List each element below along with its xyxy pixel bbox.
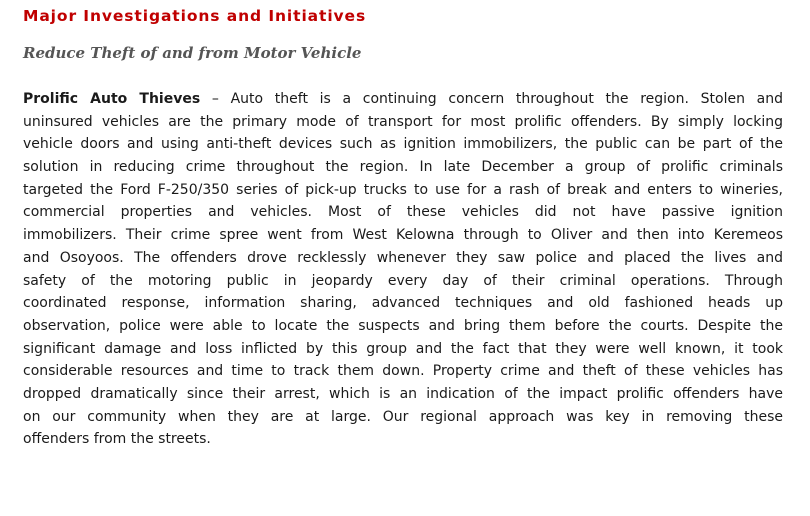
paragraph-line: coordinated response, information sharing, advanced techniques and old fashioned heads up <box>23 295 783 312</box>
paragraph-line: uninsured vehicles are the primary mode of transport for most prolific offenders. By simply locking <box>23 113 783 130</box>
paragraph-line: safety of the motoring public in jeopardy every day of their criminal operations. Through <box>23 272 783 289</box>
paragraph-line: on our community when they are at large. Our regional approach was key in removing these <box>23 408 783 425</box>
paragraph-line: dropped dramatically since their arrest, which is an indication of the impact prolific offenders have <box>23 385 783 402</box>
paragraph-line: immobilizers. Their crime spree went from West Kelowna through to Oliver and then into Keremeos <box>23 227 783 244</box>
section-subheading: Reduce Theft of and from Motor Vehicle <box>23 44 362 62</box>
paragraph-line: observation, police were able to locate the suspects and bring them before the courts. Despite the <box>23 317 783 334</box>
paragraph-line: targeted the Ford F-250/350 series of pick-up trucks to use for a rash of break and enters to wineries, <box>23 181 783 198</box>
paragraph-line: significant damage and loss inflicted by this group and the fact that they were well known, it took <box>23 340 783 357</box>
paragraph-line: offenders from the streets. <box>23 431 211 448</box>
paragraph-line: vehicle doors and using anti-theft devices such as ignition immobilizers, the public can be part of the <box>23 136 783 153</box>
paragraph-line: and Osoyoos. The offenders drove recklessly whenever they saw police and placed the lives and <box>23 249 783 266</box>
section-heading: Major Investigations and Initiatives <box>23 7 367 25</box>
paragraph-line: solution in reducing crime throughout the region. In late December a group of prolific criminals <box>23 159 783 176</box>
paragraph-line: considerable resources and time to track them down. Property crime and theft of these vehicles has <box>23 363 783 380</box>
paragraph-line <box>23 88 783 111</box>
line-text: – Auto theft is a continuing concern throughout the region. Stolen and <box>200 91 783 107</box>
article-paragraph <box>23 88 783 451</box>
paragraph-line: commercial properties and vehicles. Most of these vehicles did not have passive ignition <box>23 204 783 221</box>
lead-title: Prolific Auto Thieves <box>23 91 201 107</box>
